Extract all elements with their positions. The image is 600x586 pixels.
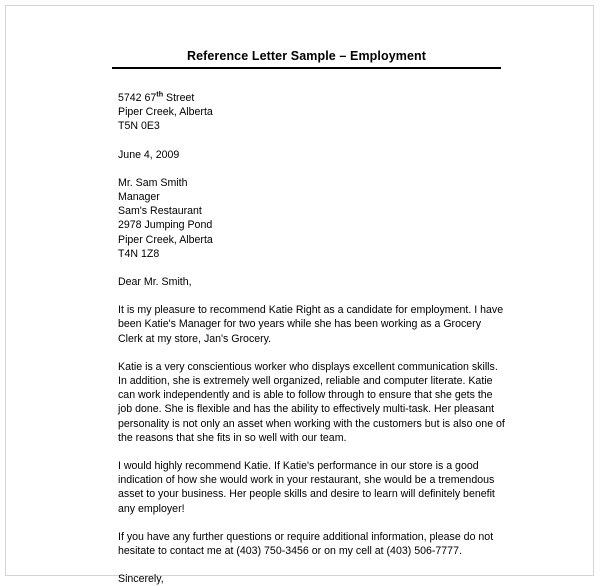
- closing-line: Sincerely,: [118, 573, 164, 586]
- sender-street-line: [118, 91, 506, 105]
- body-paragraph-3: I would highly recommend Katie. If Katie's performance in our store is a good indication of how she would work in your restaurant, she would be a tremendous asset to your business. Her people skills and desire to learn will definitely benefit any employer!: [118, 460, 495, 515]
- recipient-name: Mr. Sam Smith: [118, 176, 188, 189]
- page-title: Reference Letter Sample – Employment: [186, 49, 427, 63]
- recipient-city-province: Piper Creek, Alberta: [118, 233, 213, 246]
- sender-street-name: Street: [163, 92, 195, 104]
- sender-postal-code: T5N 0E3: [118, 120, 160, 133]
- recipient-address-block: [118, 176, 506, 261]
- body-paragraph-2: Katie is a very conscientious worker who displays excellent communication skills. In addition, she is extremely well organized, reliable and computer literate. Katie can work independently and is able to follow through to ensure that she gets the job done. She is flexible and has the ability to effectively multi-task. Her pleasant personality is not only an asset when working with the customers but is also one of the reasons that she fits in so well with our team.: [118, 360, 505, 444]
- salutation: Dear Mr. Smith,: [118, 276, 192, 289]
- body-paragraph-1: It is my pleasure to recommend Katie Right as a candidate for employment. I have been Katie's Manager for two years while she has been working as a Grocery Clerk at my store, Jan's Grocery.: [118, 304, 504, 345]
- letter-body: [112, 48, 506, 586]
- recipient-company: Sam's Restaurant: [118, 205, 202, 218]
- letter-date: June 4, 2009: [118, 148, 180, 161]
- sender-address-block: [118, 91, 506, 134]
- recipient-position: Manager: [118, 191, 160, 204]
- sender-street-ordinal: th: [156, 89, 164, 99]
- sender-street-number: 5742 67: [118, 92, 157, 104]
- date-block: [118, 148, 506, 162]
- recipient-street: 2978 Jumping Pond: [118, 219, 213, 232]
- body-paragraph-4: If you have any further questions or require additional information, please do not hesitate to contact me at (403) 750-3456 or on my cell at (403) 506-7777.: [118, 530, 494, 558]
- letter-content: [112, 69, 506, 586]
- sender-city-province: Piper Creek, Alberta: [118, 106, 213, 119]
- title-block: [112, 48, 501, 69]
- recipient-postal-code: T4N 1Z8: [118, 247, 160, 260]
- document-page: [5, 5, 594, 586]
